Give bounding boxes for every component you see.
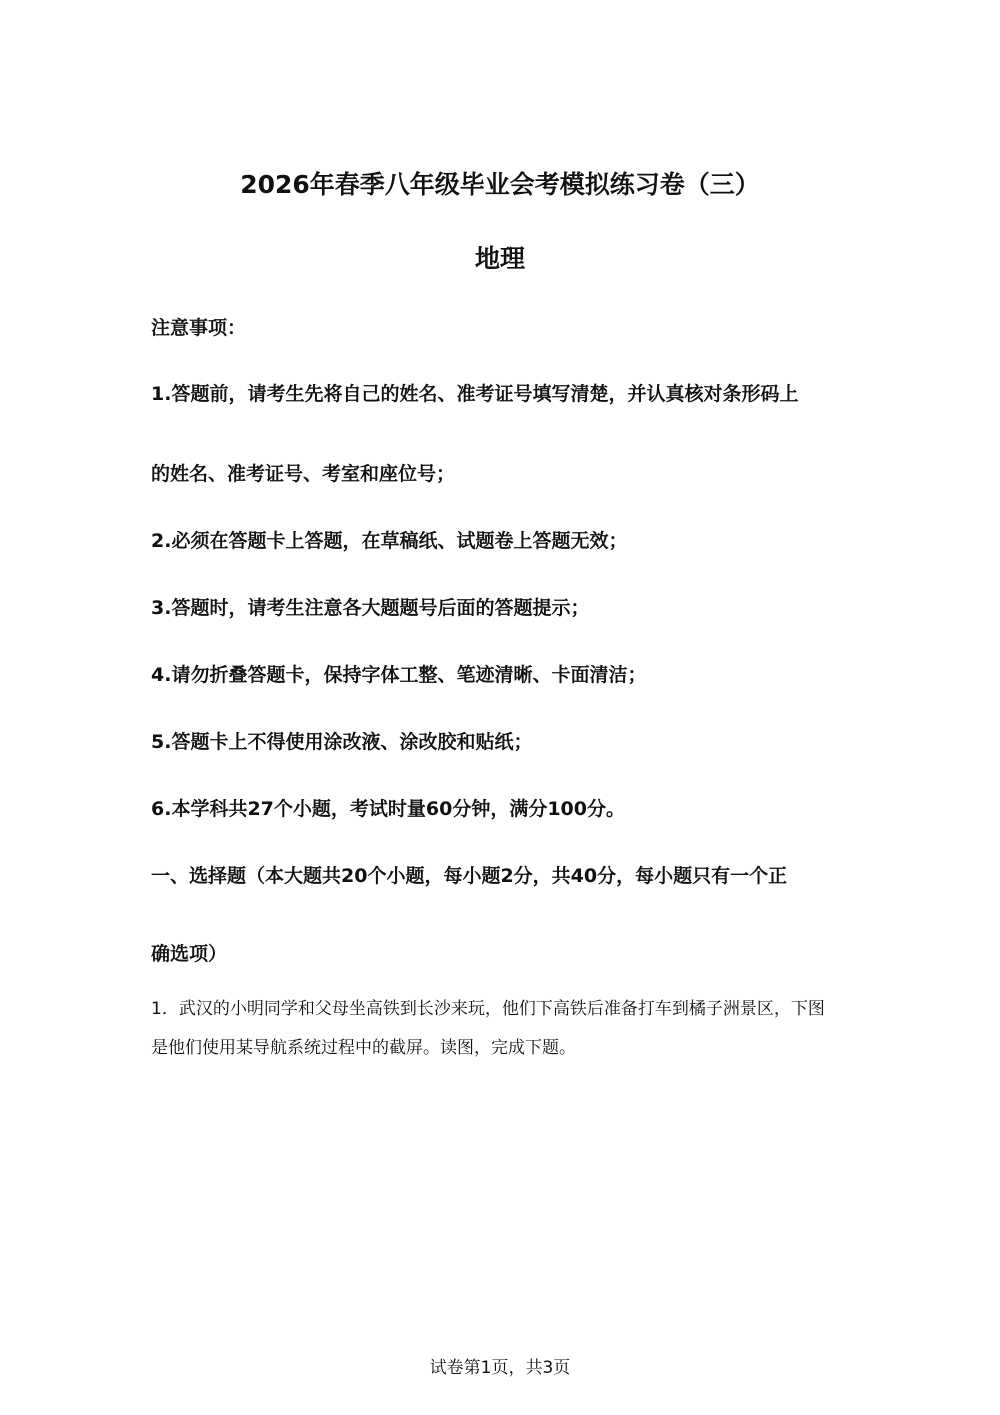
notice-heading: 注意事项： (151, 317, 247, 339)
notice-item-4: 4.请勿折叠答题卡，保持字体工整、笔迹清晰、卡面清洁； (151, 664, 647, 686)
section-1-heading-line-1: 一、选择题（本大题共20个小题，每小题2分，共40分，每小题只有一个正 (151, 865, 788, 887)
question-1-line-2: 是他们使用某导航系统过程中的截屏。读图，完成下题。 (151, 1038, 576, 1058)
notice-item-1-line-2: 的姓名、准考证号、考室和座位号； (151, 463, 456, 485)
notice-item-1-line-1: 1.答题前，请考生先将自己的姓名、准考证号填写清楚，并认真核对条形码上 (151, 383, 799, 405)
question-1-line-1: 1．武汉的小明同学和父母坐高铁到长沙来玩，他们下高铁后准备打车到橘子洲景区，下图 (151, 999, 825, 1019)
subject-title: 地理 (474, 244, 525, 273)
notice-item-6: 6.本学科共27个小题，考试时量60分钟，满分100分。 (151, 798, 625, 820)
notice-item-3: 3.答题时，请考生注意各大题题号后面的答题提示； (151, 597, 590, 619)
notice-item-2: 2.必须在答题卡上答题，在草稿纸、试题卷上答题无效； (151, 530, 628, 552)
section-1-heading-line-2: 确选项） (151, 943, 228, 965)
page-footer: 试卷第1页，共3页 (429, 1358, 571, 1378)
notice-item-5: 5.答题卡上不得使用涂改液、涂改胶和贴纸； (151, 731, 533, 753)
exam-title: 2026年春季八年级毕业会考模拟练习卷（三） (240, 170, 760, 199)
